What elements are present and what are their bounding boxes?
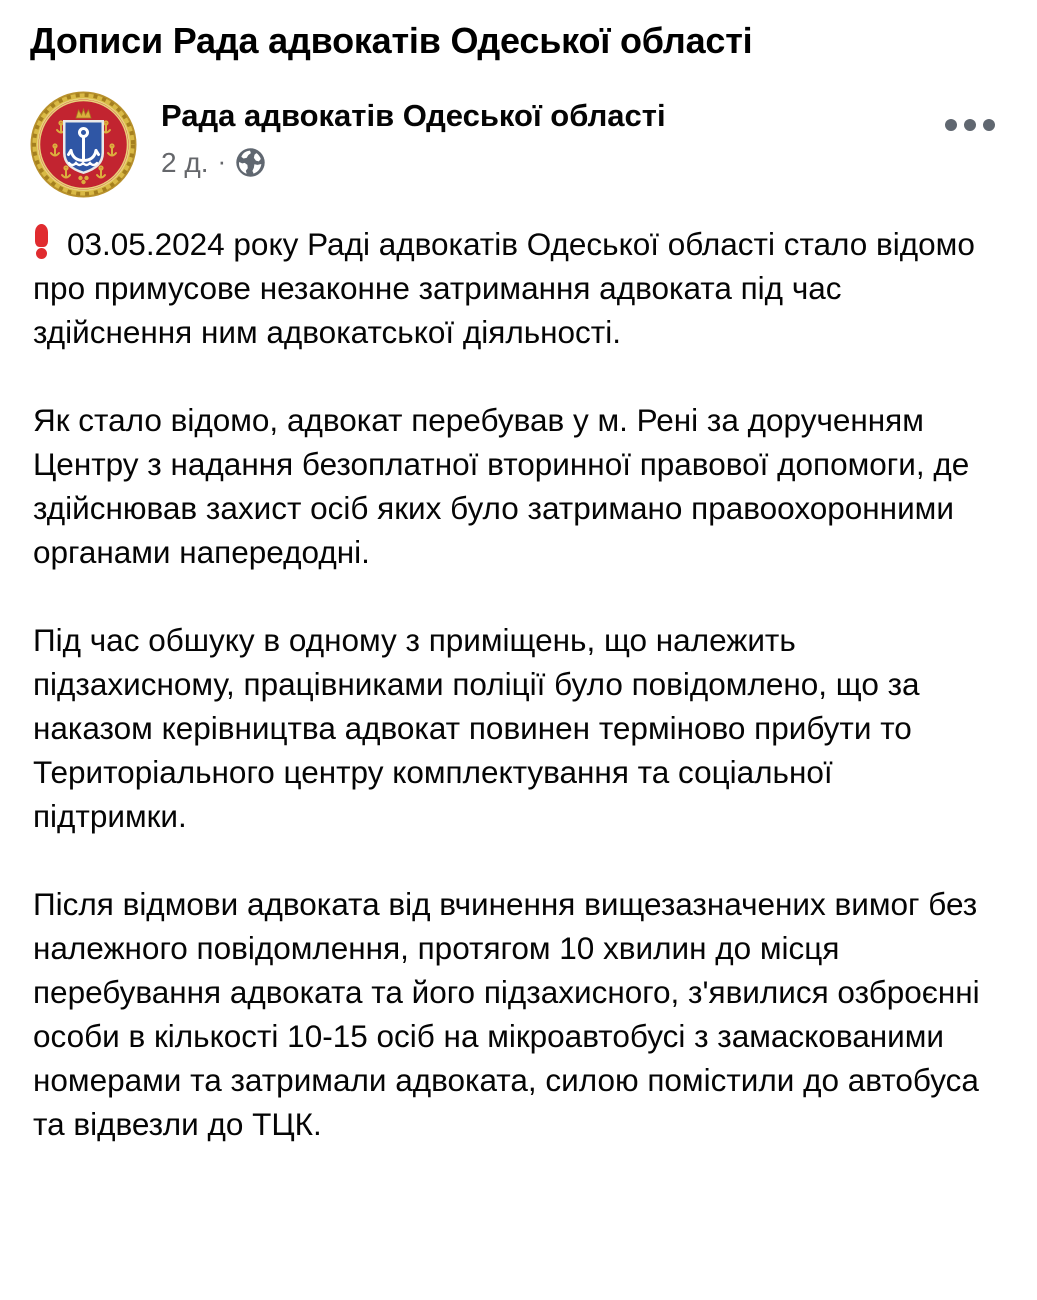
page-avatar[interactable] [30, 91, 137, 198]
more-options-button[interactable] [935, 109, 1005, 141]
post-paragraph [33, 222, 985, 354]
three-dots-icon [945, 119, 957, 131]
post-paragraph: Як стало відомо, адвокат перебував у м. Рені за дорученням Центру з надання безоплатної вторинної правової допомоги, де здійснював захист осіб яких було затримано правоохоронними органами напередодні. [33, 402, 970, 571]
post-meta [161, 147, 666, 179]
post-text [33, 222, 985, 1146]
globe-icon [235, 147, 266, 178]
post-paragraph: Під час обшуку в одному з приміщень, що належить підзахисному, працівниками поліції було повідомлено, що за наказом керівництва адвокат повинен терміново прибути то Територіального центру комплектування та соціальної підтримки. [33, 622, 920, 835]
post-timestamp[interactable]: 2 д. [161, 146, 209, 178]
meta-separator: · [217, 145, 227, 176]
post [0, 91, 1037, 1146]
page-name-link[interactable]: Рада адвокатів Одеської області [161, 98, 666, 134]
page-title: Дописи Рада адвокатів Одеської області [30, 20, 753, 61]
post-header [30, 91, 1007, 198]
post-paragraph: Після відмови адвоката від вчинення вищезазначених вимог без належного повідомлення, протягом 10 хвилин до місця перебування адвоката та його підзахисного, з'явилися озброєнні особи в кількості 10-15 осіб на мікроавтобусі з замаскованими номерами та затримали адвоката, силою помістили до автобуса та відвезли до ТЦК. [33, 886, 980, 1143]
post-header-info [161, 91, 666, 178]
posts-feed [0, 20, 1037, 1146]
red-exclamation-icon [33, 224, 50, 259]
odesa-bar-council-emblem-icon [30, 91, 137, 198]
paragraph-text: 03.05.2024 року Раді адвокатів Одеської області стало відомо про примусове незаконне затримання адвоката під час здійснення ним адвокатської діяльності. [33, 226, 975, 351]
